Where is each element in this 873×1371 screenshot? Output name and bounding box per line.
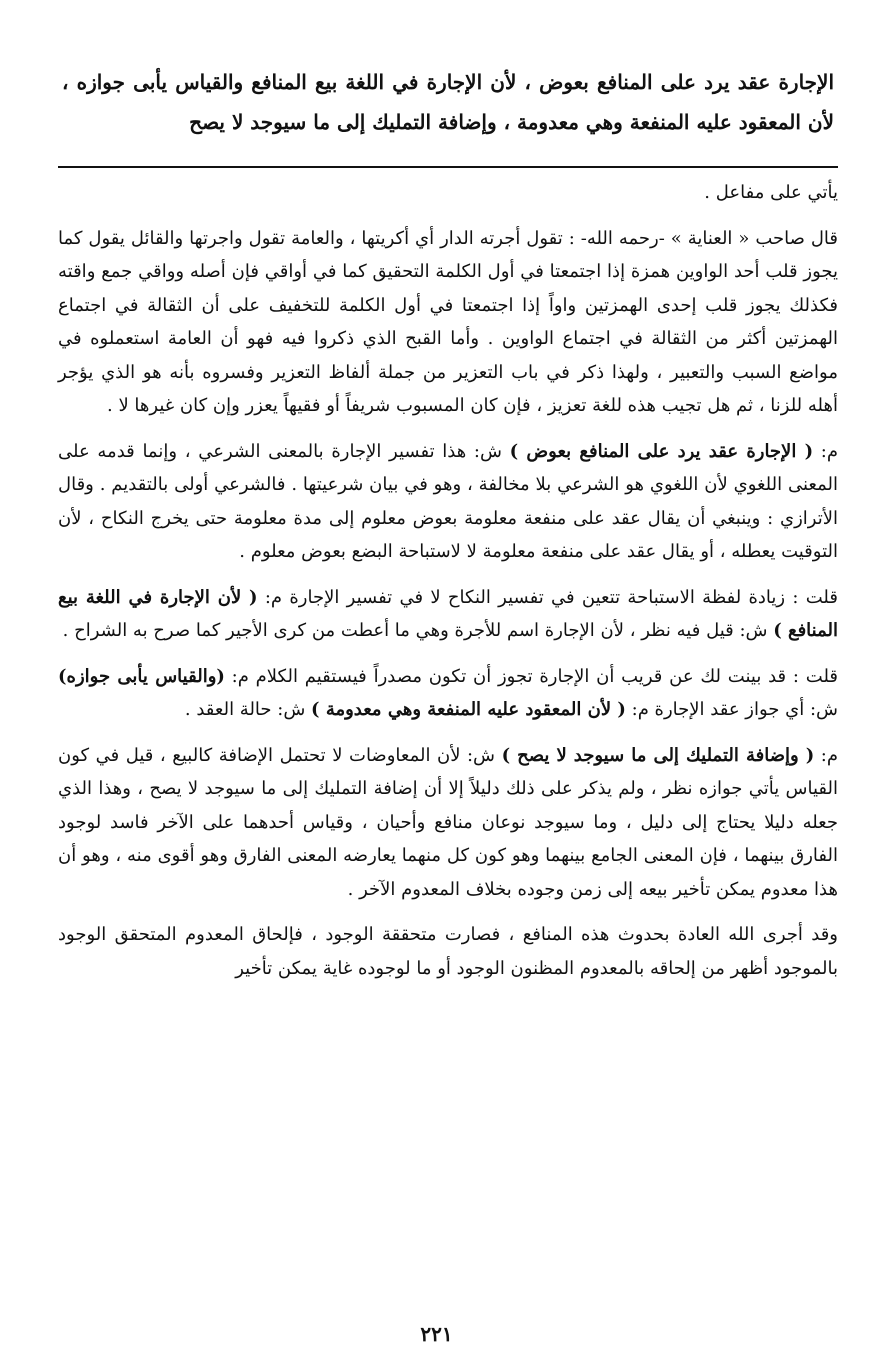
sharh-paragraph-6 — [58, 739, 838, 907]
page-number: ٢٢١ — [420, 1322, 453, 1346]
para-6-lead: م: — [814, 744, 838, 766]
para-6-rest: ش: لأن المعاوضات لا تحتمل الإضافة كالبيع ، قيل في كون القياس يأتي جوازه نظر ، ولم يذكر على ذلك دليلاً إلا أن إضافة التمليك إلى ما سيوجد لا يصح ، وهذا الذي جعله دليلا يحتاج إلى دليل ، وما سيوجد نوعان منافع وأحيان ، وقياس أحدهما على الآخر فاسد لوجود الفارق بينهما ، فإن المعنى الجامع بينهما وهو كون كل منهما يعارضه المعنى الفارق وهو أقوى منه ، وهو أن هذا معدوم يمكن تأخير بيعه إلى زمن وجوده بخلاف المعدوم الآخر . — [58, 744, 839, 900]
sharh-paragraph-4 — [58, 581, 838, 648]
sharh-paragraph-1: يأتي على مفاعل . — [704, 182, 838, 203]
para-5-quote-1: (والقياس يأبى جوازه) — [58, 665, 225, 687]
sharh-paragraph-7: وقد أجرى الله العادة بحدوث هذه المنافع ، فصارت متحققة الوجود ، فإلحاق المعدوم المتحقق الوجود بالموجود أظهر من إلحاقه بالمعدوم المظنون الوجود أو ما لوجوده غاية يمكن تأخير — [58, 924, 838, 979]
para-5-lead: قلت : قد بينت لك عن قريب أن الإجارة تجوز أن تكون مصدراً فيستقيم الكلام م: — [224, 665, 839, 687]
para-3-quote: ( الإجارة عقد يرد على المنافع بعوض ) — [509, 440, 814, 462]
sharh-paragraph-2: قال صاحب « العناية » -رحمه الله- : تقول أجرته الدار أي أكريتها ، والعامة تقول واجرتها والقائل يقول كما يجوز قلب أحد الواوين همزة إذا اجتمعتا في أول الكلمة التحقيق كما في أواقي فإن أصله وواقي جمع واقته فكذلك يجوز قلب إحدى الهمزتين واواً إذا اجتمعتا في أول الكلمة للتخفيف على أن الثقالة في اجتماع الهمزتين أكثر من الثقالة في اجتماع الواوين . وأما القبح الذي ذكروا فيه فهو أن العامة استعملوه في مواضع السبب والتعبير ، ولهذا ذكر في باب التعزير من جملة ألفاظ التعزير وفسروه بأنه هو الذي يؤجر أهله للزنا ، ثم هل تجيب هذه للغة تعزيز ، فإن كان المسبوب شريفاً أو فقيهاً يعزر وإن كان غيرها لا . — [58, 227, 838, 416]
para-3-lead: م: — [813, 440, 838, 462]
matn-text: الإجارة عقد يرد على المنافع بعوض ، لأن الإجارة في اللغة بيع المنافع والقياس يأبى جوازه ، لأن المعقود عليه المنفعة وهي معدومة ، وإضافة التمليك إلى ما سيوجد لا يصح — [62, 70, 834, 134]
page-body — [58, 62, 838, 997]
para-4-lead: قلت : زيادة لفظة الاستباحة تتعين في تفسير النكاح لا في تفسير الإجارة م: — [257, 586, 838, 608]
separator-rule — [58, 166, 838, 168]
para-4-quote: ( لأن الإجارة في اللغة بيع المنافع ) — [58, 586, 838, 641]
para-3-rest: ش: هذا تفسير الإجارة بالمعنى الشرعي ، وإنما قدمه على المعنى اللغوي لأن اللغوي هو الشرعي بلا مخالفة ، وهو في بيان شرعيتها . فالشرعي أولى بالتقديم . وقال الأترازي : وينبغي أن يقال عقد على منفعة معلومة بعوض معلوم إلى مدة معلومة حتى يخرج النكاح ، لأن التوقيت يعطله ، أو يقال عقد على منفعة معلومة لا لاستباحة البضع بعوض معلوم . — [58, 440, 838, 562]
sharh-paragraph-3 — [58, 435, 838, 569]
para-5-mid: ش: أي جواز عقد الإجارة م: — [625, 699, 838, 720]
para-5-rest: ش: حالة العقد . — [184, 699, 312, 720]
para-5-quote-2: ( لأن المعقود عليه المنفعة وهي معدومة ) — [311, 699, 626, 720]
para-6-quote: ( وإضافة التمليك إلى ما سيوجد لا يصح ) — [501, 744, 815, 766]
sharh-paragraph-5 — [58, 660, 838, 727]
para-4-rest: ش: قيل فيه نظر ، لأن الإجارة اسم للأجرة وهي ما أعطت من كرى الأجير كما صرح به الشراح . — [62, 620, 774, 641]
